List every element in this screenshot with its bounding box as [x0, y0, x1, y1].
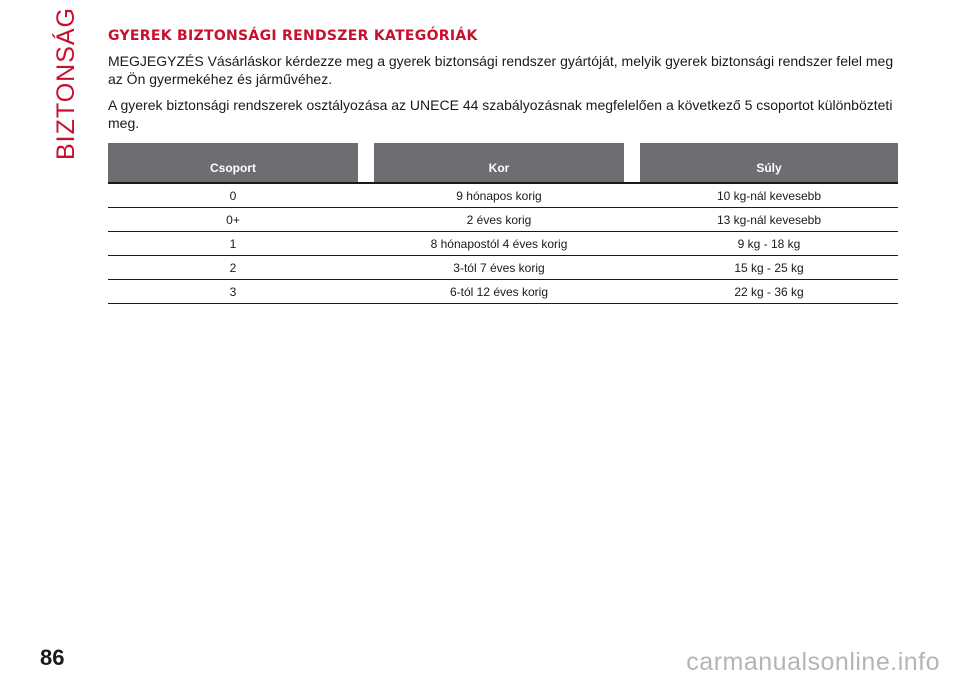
cell-weight: 10 kg-nál kevesebb	[640, 183, 898, 208]
header-spacer	[358, 143, 374, 183]
cell-weight: 22 kg - 36 kg	[640, 280, 898, 304]
category-table	[108, 143, 898, 304]
watermark: carmanualsonline.info	[686, 648, 940, 676]
table-row	[108, 232, 898, 256]
page-number: 86	[40, 645, 65, 670]
section-title: GYEREK BIZTONSÁGI RENDSZER KATEGÓRIÁK	[108, 28, 478, 44]
table-row	[108, 256, 898, 280]
note-paragraph: MEGJEGYZÉS Vásárláskor kérdezze meg a gyerek biztonsági rendszer gyártóját, melyik gyerek biztonsági rendszer felel meg az Ön gyermekéhez és járművéhez.	[108, 53, 894, 87]
section-side-label: BIZTONSÁG	[52, 6, 80, 160]
header-age: Kor	[374, 143, 624, 183]
header-group: Csoport	[108, 143, 358, 183]
main-content	[108, 28, 898, 140]
cell-age: 2 éves korig	[358, 208, 640, 232]
cell-weight: 9 kg - 18 kg	[640, 232, 898, 256]
table-row	[108, 280, 898, 304]
table-row	[108, 208, 898, 232]
cell-age: 9 hónapos korig	[358, 183, 640, 208]
cell-group: 2	[108, 256, 358, 280]
cell-age: 8 hónapostól 4 éves korig	[358, 232, 640, 256]
table-header-row	[108, 143, 898, 183]
header-weight: Súly	[640, 143, 898, 183]
intro-paragraph: A gyerek biztonsági rendszerek osztályozása az UNECE 44 szabályozásnak megfelelően a következő 5 csoportot különbözteti meg.	[108, 97, 893, 131]
cell-age: 3-tól 7 éves korig	[358, 256, 640, 280]
cell-group: 1	[108, 232, 358, 256]
cell-weight: 13 kg-nál kevesebb	[640, 208, 898, 232]
cell-group: 0	[108, 183, 358, 208]
table-row	[108, 183, 898, 208]
cell-weight: 15 kg - 25 kg	[640, 256, 898, 280]
cell-group: 0+	[108, 208, 358, 232]
header-spacer	[624, 143, 640, 183]
cell-age: 6-tól 12 éves korig	[358, 280, 640, 304]
cell-group: 3	[108, 280, 358, 304]
